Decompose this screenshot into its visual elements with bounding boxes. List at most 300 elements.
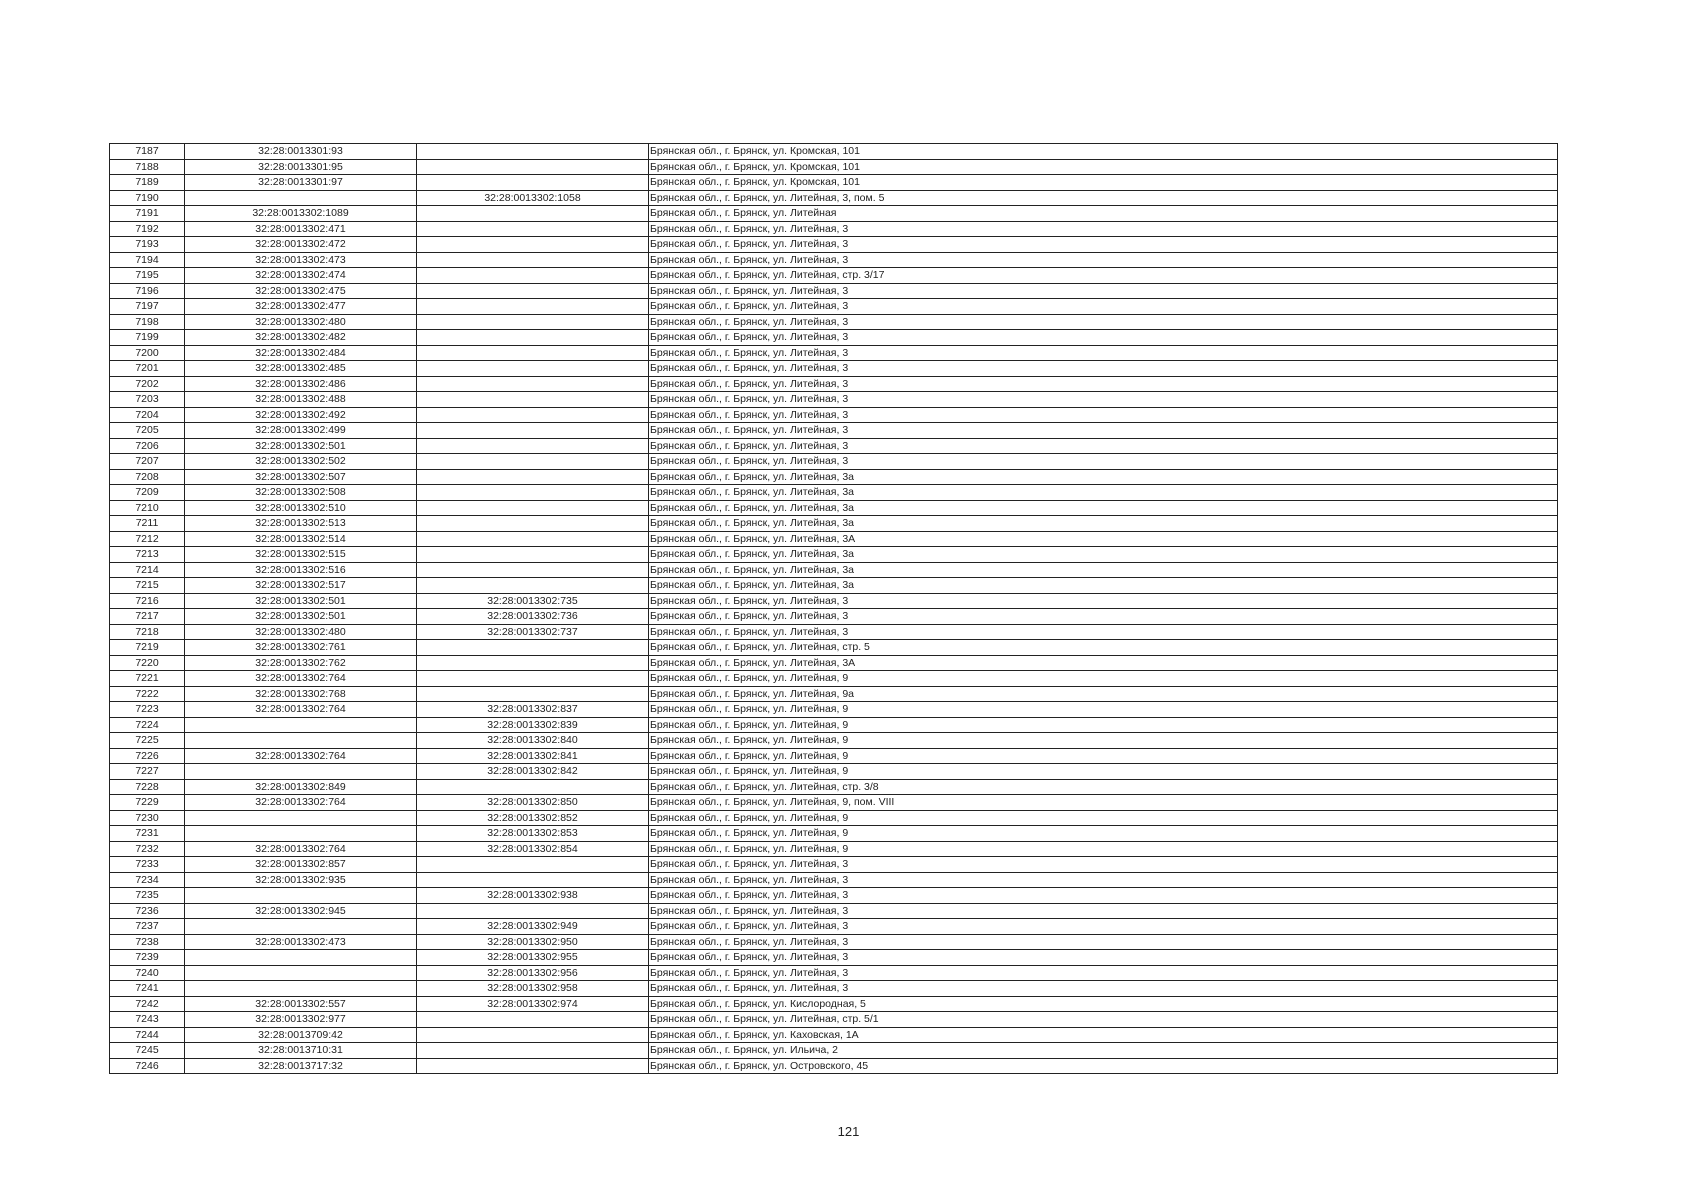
sub-cadastral-number-cell bbox=[417, 655, 649, 671]
table-row bbox=[110, 1012, 1558, 1028]
sub-cadastral-number-cell bbox=[417, 423, 649, 439]
address-cell: Брянская обл., г. Брянск, ул. Литейная, 3 bbox=[649, 237, 1558, 253]
table-row bbox=[110, 330, 1558, 346]
row-number-cell: 7243 bbox=[110, 1012, 185, 1028]
cadastral-number-cell: 32:28:0013302:935 bbox=[185, 872, 417, 888]
cadastral-number-cell: 32:28:0013302:473 bbox=[185, 934, 417, 950]
sub-cadastral-number-cell bbox=[417, 1058, 649, 1074]
address-cell: Брянская обл., г. Брянск, ул. Литейная, 3 bbox=[649, 857, 1558, 873]
row-number-cell: 7228 bbox=[110, 779, 185, 795]
address-cell: Брянская обл., г. Брянск, ул. Литейная, 9 bbox=[649, 764, 1558, 780]
row-number-cell: 7202 bbox=[110, 376, 185, 392]
address-cell: Брянская обл., г. Брянск, ул. Ильича, 2 bbox=[649, 1043, 1558, 1059]
table-row bbox=[110, 640, 1558, 656]
cadastral-number-cell: 32:28:0013302:507 bbox=[185, 469, 417, 485]
sub-cadastral-number-cell bbox=[417, 407, 649, 423]
table-row bbox=[110, 237, 1558, 253]
cadastral-number-cell: 32:28:0013302:557 bbox=[185, 996, 417, 1012]
row-number-cell: 7204 bbox=[110, 407, 185, 423]
table-row bbox=[110, 810, 1558, 826]
sub-cadastral-number-cell: 32:28:0013302:1058 bbox=[417, 190, 649, 206]
row-number-cell: 7194 bbox=[110, 252, 185, 268]
cadastral-number-cell: 32:28:0013302:501 bbox=[185, 438, 417, 454]
sub-cadastral-number-cell bbox=[417, 640, 649, 656]
table-row bbox=[110, 252, 1558, 268]
row-number-cell: 7208 bbox=[110, 469, 185, 485]
sub-cadastral-number-cell: 32:28:0013302:956 bbox=[417, 965, 649, 981]
row-number-cell: 7190 bbox=[110, 190, 185, 206]
sub-cadastral-number-cell bbox=[417, 779, 649, 795]
table-row bbox=[110, 485, 1558, 501]
address-cell: Брянская обл., г. Брянск, ул. Литейная, стр. 3/17 bbox=[649, 268, 1558, 284]
cadastral-number-cell: 32:28:0013302:480 bbox=[185, 314, 417, 330]
row-number-cell: 7214 bbox=[110, 562, 185, 578]
sub-cadastral-number-cell bbox=[417, 283, 649, 299]
row-number-cell: 7239 bbox=[110, 950, 185, 966]
row-number-cell: 7232 bbox=[110, 841, 185, 857]
sub-cadastral-number-cell bbox=[417, 175, 649, 191]
cadastral-number-cell bbox=[185, 965, 417, 981]
table-row bbox=[110, 779, 1558, 795]
address-cell: Брянская обл., г. Брянск, ул. Кромская, 101 bbox=[649, 175, 1558, 191]
address-cell: Брянская обл., г. Брянск, ул. Литейная, 3 bbox=[649, 221, 1558, 237]
address-cell: Брянская обл., г. Брянск, ул. Литейная, стр. 3/8 bbox=[649, 779, 1558, 795]
row-number-cell: 7229 bbox=[110, 795, 185, 811]
row-number-cell: 7233 bbox=[110, 857, 185, 873]
sub-cadastral-number-cell bbox=[417, 237, 649, 253]
row-number-cell: 7220 bbox=[110, 655, 185, 671]
address-cell: Брянская обл., г. Брянск, ул. Литейная, 3А bbox=[649, 655, 1558, 671]
row-number-cell: 7210 bbox=[110, 500, 185, 516]
row-number-cell: 7205 bbox=[110, 423, 185, 439]
address-cell: Брянская обл., г. Брянск, ул. Литейная, 9а bbox=[649, 686, 1558, 702]
table-row bbox=[110, 376, 1558, 392]
row-number-cell: 7198 bbox=[110, 314, 185, 330]
table-row bbox=[110, 888, 1558, 904]
sub-cadastral-number-cell bbox=[417, 345, 649, 361]
row-number-cell: 7246 bbox=[110, 1058, 185, 1074]
table-row bbox=[110, 686, 1558, 702]
row-number-cell: 7237 bbox=[110, 919, 185, 935]
row-number-cell: 7213 bbox=[110, 547, 185, 563]
address-cell: Брянская обл., г. Брянск, ул. Кромская, 101 bbox=[649, 144, 1558, 160]
table-row bbox=[110, 841, 1558, 857]
address-cell: Брянская обл., г. Брянск, ул. Литейная, 3 bbox=[649, 252, 1558, 268]
row-number-cell: 7191 bbox=[110, 206, 185, 222]
row-number-cell: 7234 bbox=[110, 872, 185, 888]
address-cell: Брянская обл., г. Брянск, ул. Литейная, 3 bbox=[649, 965, 1558, 981]
sub-cadastral-number-cell: 32:28:0013302:840 bbox=[417, 733, 649, 749]
row-number-cell: 7242 bbox=[110, 996, 185, 1012]
table-row bbox=[110, 950, 1558, 966]
address-cell: Брянская обл., г. Брянск, ул. Литейная, 3 bbox=[649, 609, 1558, 625]
cadastral-number-cell bbox=[185, 717, 417, 733]
table-row bbox=[110, 717, 1558, 733]
address-cell: Брянская обл., г. Брянск, ул. Литейная, 3 bbox=[649, 593, 1558, 609]
sub-cadastral-number-cell bbox=[417, 578, 649, 594]
row-number-cell: 7221 bbox=[110, 671, 185, 687]
table-row bbox=[110, 1027, 1558, 1043]
address-cell: Брянская обл., г. Брянск, ул. Литейная, 3 bbox=[649, 981, 1558, 997]
sub-cadastral-number-cell bbox=[417, 562, 649, 578]
address-cell: Брянская обл., г. Брянск, ул. Литейная, стр. 5/1 bbox=[649, 1012, 1558, 1028]
cadastral-number-cell: 32:28:0013302:849 bbox=[185, 779, 417, 795]
sub-cadastral-number-cell: 32:28:0013302:854 bbox=[417, 841, 649, 857]
table-row bbox=[110, 190, 1558, 206]
cadastral-number-cell: 32:28:0013302:513 bbox=[185, 516, 417, 532]
cadastral-number-cell: 32:28:0013302:475 bbox=[185, 283, 417, 299]
sub-cadastral-number-cell bbox=[417, 547, 649, 563]
address-cell: Брянская обл., г. Брянск, ул. Литейная, 9 bbox=[649, 810, 1558, 826]
cadastral-number-cell bbox=[185, 981, 417, 997]
table-row bbox=[110, 919, 1558, 935]
sub-cadastral-number-cell bbox=[417, 376, 649, 392]
table-row bbox=[110, 733, 1558, 749]
sub-cadastral-number-cell: 32:28:0013302:841 bbox=[417, 748, 649, 764]
cadastral-number-cell: 32:28:0013302:488 bbox=[185, 392, 417, 408]
row-number-cell: 7203 bbox=[110, 392, 185, 408]
cadastral-number-cell: 32:28:0013717:32 bbox=[185, 1058, 417, 1074]
row-number-cell: 7206 bbox=[110, 438, 185, 454]
row-number-cell: 7223 bbox=[110, 702, 185, 718]
sub-cadastral-number-cell bbox=[417, 454, 649, 470]
address-cell: Брянская обл., г. Брянск, ул. Литейная, 3 bbox=[649, 919, 1558, 935]
table-row bbox=[110, 748, 1558, 764]
sub-cadastral-number-cell bbox=[417, 159, 649, 175]
sub-cadastral-number-cell bbox=[417, 671, 649, 687]
table-row bbox=[110, 159, 1558, 175]
table-row bbox=[110, 144, 1558, 160]
address-cell: Брянская обл., г. Брянск, ул. Литейная, 3 bbox=[649, 392, 1558, 408]
cadastral-number-cell: 32:28:0013302:857 bbox=[185, 857, 417, 873]
sub-cadastral-number-cell: 32:28:0013302:958 bbox=[417, 981, 649, 997]
address-cell: Брянская обл., г. Брянск, ул. Кислородная, 5 bbox=[649, 996, 1558, 1012]
table-row bbox=[110, 175, 1558, 191]
table-row bbox=[110, 903, 1558, 919]
cadastral-number-cell: 32:28:0013302:499 bbox=[185, 423, 417, 439]
cadastral-number-cell: 32:28:0013302:764 bbox=[185, 748, 417, 764]
cadastral-number-cell: 32:28:0013709:42 bbox=[185, 1027, 417, 1043]
address-cell: Брянская обл., г. Брянск, ул. Островского, 45 bbox=[649, 1058, 1558, 1074]
cadastral-number-cell: 32:28:0013302:508 bbox=[185, 485, 417, 501]
sub-cadastral-number-cell bbox=[417, 268, 649, 284]
sub-cadastral-number-cell bbox=[417, 1027, 649, 1043]
table-row bbox=[110, 392, 1558, 408]
address-cell: Брянская обл., г. Брянск, ул. Литейная, 9, пом. VIII bbox=[649, 795, 1558, 811]
sub-cadastral-number-cell: 32:28:0013302:737 bbox=[417, 624, 649, 640]
table-row bbox=[110, 934, 1558, 950]
address-cell: Брянская обл., г. Брянск, ул. Литейная, 3 bbox=[649, 283, 1558, 299]
address-cell: Брянская обл., г. Брянск, ул. Литейная, 9 bbox=[649, 671, 1558, 687]
address-cell: Брянская обл., г. Брянск, ул. Литейная, 3 bbox=[649, 407, 1558, 423]
address-cell: Брянская обл., г. Брянск, ул. Литейная, 3 bbox=[649, 361, 1558, 377]
sub-cadastral-number-cell: 32:28:0013302:853 bbox=[417, 826, 649, 842]
cadastral-number-cell: 32:28:0013302:510 bbox=[185, 500, 417, 516]
table-row bbox=[110, 361, 1558, 377]
row-number-cell: 7224 bbox=[110, 717, 185, 733]
row-number-cell: 7241 bbox=[110, 981, 185, 997]
address-cell: Брянская обл., г. Брянск, ул. Литейная, 3 bbox=[649, 934, 1558, 950]
row-number-cell: 7212 bbox=[110, 531, 185, 547]
table-row bbox=[110, 996, 1558, 1012]
address-cell: Брянская обл., г. Брянск, ул. Литейная, 3 bbox=[649, 423, 1558, 439]
table-row bbox=[110, 516, 1558, 532]
address-cell: Брянская обл., г. Брянск, ул. Литейная, 9 bbox=[649, 702, 1558, 718]
cadastral-number-cell: 32:28:0013302:764 bbox=[185, 795, 417, 811]
table-row bbox=[110, 531, 1558, 547]
sub-cadastral-number-cell bbox=[417, 872, 649, 888]
page-number: 121 bbox=[837, 1124, 860, 1139]
row-number-cell: 7188 bbox=[110, 159, 185, 175]
sub-cadastral-number-cell bbox=[417, 438, 649, 454]
cadastral-number-cell bbox=[185, 888, 417, 904]
address-cell: Брянская обл., г. Брянск, ул. Литейная, стр. 5 bbox=[649, 640, 1558, 656]
row-number-cell: 7189 bbox=[110, 175, 185, 191]
address-cell: Брянская обл., г. Брянск, ул. Каховская, 1А bbox=[649, 1027, 1558, 1043]
sub-cadastral-number-cell: 32:28:0013302:735 bbox=[417, 593, 649, 609]
table-row bbox=[110, 469, 1558, 485]
cadastral-number-cell: 32:28:0013302:474 bbox=[185, 268, 417, 284]
cadastral-number-cell: 32:28:0013302:471 bbox=[185, 221, 417, 237]
address-cell: Брянская обл., г. Брянск, ул. Литейная, 9 bbox=[649, 841, 1558, 857]
cadastral-number-cell bbox=[185, 733, 417, 749]
address-cell: Брянская обл., г. Брянск, ул. Кромская, 101 bbox=[649, 159, 1558, 175]
address-cell: Брянская обл., г. Брянск, ул. Литейная, 3 bbox=[649, 299, 1558, 315]
cadastral-number-cell: 32:28:0013302:1089 bbox=[185, 206, 417, 222]
sub-cadastral-number-cell bbox=[417, 330, 649, 346]
sub-cadastral-number-cell bbox=[417, 314, 649, 330]
sub-cadastral-number-cell bbox=[417, 361, 649, 377]
cadastral-number-cell: 32:28:0013302:502 bbox=[185, 454, 417, 470]
table-row bbox=[110, 221, 1558, 237]
address-cell: Брянская обл., г. Брянск, ул. Литейная, 3 bbox=[649, 330, 1558, 346]
cadastral-number-cell bbox=[185, 826, 417, 842]
row-number-cell: 7235 bbox=[110, 888, 185, 904]
cadastral-number-cell: 32:28:0013302:472 bbox=[185, 237, 417, 253]
address-cell: Брянская обл., г. Брянск, ул. Литейная, 3 bbox=[649, 888, 1558, 904]
cadastral-number-cell: 32:28:0013302:484 bbox=[185, 345, 417, 361]
cadastral-number-cell bbox=[185, 810, 417, 826]
sub-cadastral-number-cell bbox=[417, 469, 649, 485]
address-cell: Брянская обл., г. Брянск, ул. Литейная, 3а bbox=[649, 516, 1558, 532]
cadastral-number-cell: 32:28:0013302:977 bbox=[185, 1012, 417, 1028]
sub-cadastral-number-cell: 32:28:0013302:839 bbox=[417, 717, 649, 733]
address-cell: Брянская обл., г. Брянск, ул. Литейная, 3а bbox=[649, 500, 1558, 516]
table-row bbox=[110, 206, 1558, 222]
table-row bbox=[110, 764, 1558, 780]
sub-cadastral-number-cell bbox=[417, 516, 649, 532]
sub-cadastral-number-cell bbox=[417, 299, 649, 315]
cadastral-number-cell: 32:28:0013302:764 bbox=[185, 671, 417, 687]
cadastral-number-cell: 32:28:0013302:516 bbox=[185, 562, 417, 578]
cadastral-number-cell: 32:28:0013302:486 bbox=[185, 376, 417, 392]
sub-cadastral-number-cell: 32:28:0013302:736 bbox=[417, 609, 649, 625]
cadastral-number-cell: 32:28:0013302:945 bbox=[185, 903, 417, 919]
table-row bbox=[110, 1058, 1558, 1074]
row-number-cell: 7225 bbox=[110, 733, 185, 749]
cadastral-number-cell: 32:28:0013301:97 bbox=[185, 175, 417, 191]
table-row bbox=[110, 299, 1558, 315]
sub-cadastral-number-cell bbox=[417, 144, 649, 160]
cadastral-number-cell: 32:28:0013302:761 bbox=[185, 640, 417, 656]
row-number-cell: 7207 bbox=[110, 454, 185, 470]
sub-cadastral-number-cell: 32:28:0013302:852 bbox=[417, 810, 649, 826]
row-number-cell: 7197 bbox=[110, 299, 185, 315]
table-row bbox=[110, 624, 1558, 640]
row-number-cell: 7236 bbox=[110, 903, 185, 919]
cadastral-number-cell: 32:28:0013302:768 bbox=[185, 686, 417, 702]
address-cell: Брянская обл., г. Брянск, ул. Литейная, 3а bbox=[649, 562, 1558, 578]
row-number-cell: 7244 bbox=[110, 1027, 185, 1043]
sub-cadastral-number-cell bbox=[417, 500, 649, 516]
cadastral-number-cell bbox=[185, 764, 417, 780]
address-cell: Брянская обл., г. Брянск, ул. Литейная bbox=[649, 206, 1558, 222]
table-row bbox=[110, 314, 1558, 330]
address-cell: Брянская обл., г. Брянск, ул. Литейная, 3а bbox=[649, 547, 1558, 563]
table-row bbox=[110, 438, 1558, 454]
cadastral-number-cell bbox=[185, 919, 417, 935]
row-number-cell: 7217 bbox=[110, 609, 185, 625]
sub-cadastral-number-cell bbox=[417, 903, 649, 919]
address-cell: Брянская обл., г. Брянск, ул. Литейная, 3 bbox=[649, 438, 1558, 454]
sub-cadastral-number-cell bbox=[417, 1012, 649, 1028]
address-cell: Брянская обл., г. Брянск, ул. Литейная, 9 bbox=[649, 826, 1558, 842]
sub-cadastral-number-cell: 32:28:0013302:955 bbox=[417, 950, 649, 966]
row-number-cell: 7209 bbox=[110, 485, 185, 501]
cadastral-number-cell: 32:28:0013710:31 bbox=[185, 1043, 417, 1059]
table-row bbox=[110, 655, 1558, 671]
address-cell: Брянская обл., г. Брянск, ул. Литейная, 3 bbox=[649, 872, 1558, 888]
table-row bbox=[110, 671, 1558, 687]
cadastral-number-cell bbox=[185, 190, 417, 206]
address-cell: Брянская обл., г. Брянск, ул. Литейная, 9 bbox=[649, 748, 1558, 764]
sub-cadastral-number-cell bbox=[417, 857, 649, 873]
table-row bbox=[110, 826, 1558, 842]
sub-cadastral-number-cell: 32:28:0013302:842 bbox=[417, 764, 649, 780]
row-number-cell: 7201 bbox=[110, 361, 185, 377]
address-cell: Брянская обл., г. Брянск, ул. Литейная, 9 bbox=[649, 733, 1558, 749]
table-row bbox=[110, 593, 1558, 609]
address-cell: Брянская обл., г. Брянск, ул. Литейная, 3, пом. 5 bbox=[649, 190, 1558, 206]
sub-cadastral-number-cell: 32:28:0013302:938 bbox=[417, 888, 649, 904]
address-cell: Брянская обл., г. Брянск, ул. Литейная, 9 bbox=[649, 717, 1558, 733]
sub-cadastral-number-cell bbox=[417, 1043, 649, 1059]
cadastral-number-cell: 32:28:0013302:477 bbox=[185, 299, 417, 315]
table-row bbox=[110, 965, 1558, 981]
row-number-cell: 7240 bbox=[110, 965, 185, 981]
cadastral-number-cell: 32:28:0013302:492 bbox=[185, 407, 417, 423]
registry-body bbox=[110, 144, 1558, 1074]
cadastral-number-cell bbox=[185, 950, 417, 966]
cadastral-number-cell: 32:28:0013302:482 bbox=[185, 330, 417, 346]
sub-cadastral-number-cell: 32:28:0013302:850 bbox=[417, 795, 649, 811]
cadastral-number-cell: 32:28:0013302:501 bbox=[185, 609, 417, 625]
table-row bbox=[110, 500, 1558, 516]
table-row bbox=[110, 283, 1558, 299]
table-row bbox=[110, 857, 1558, 873]
cadastral-number-cell: 32:28:0013301:95 bbox=[185, 159, 417, 175]
table-row bbox=[110, 578, 1558, 594]
sub-cadastral-number-cell bbox=[417, 252, 649, 268]
address-cell: Брянская обл., г. Брянск, ул. Литейная, 3а bbox=[649, 485, 1558, 501]
address-cell: Брянская обл., г. Брянск, ул. Литейная, 3 bbox=[649, 903, 1558, 919]
sub-cadastral-number-cell bbox=[417, 392, 649, 408]
row-number-cell: 7195 bbox=[110, 268, 185, 284]
cadastral-number-cell: 32:28:0013302:485 bbox=[185, 361, 417, 377]
cadastral-number-cell: 32:28:0013302:764 bbox=[185, 702, 417, 718]
table-row bbox=[110, 609, 1558, 625]
address-cell: Брянская обл., г. Брянск, ул. Литейная, 3 bbox=[649, 454, 1558, 470]
row-number-cell: 7216 bbox=[110, 593, 185, 609]
table-row bbox=[110, 345, 1558, 361]
cadastral-number-cell: 32:28:0013302:501 bbox=[185, 593, 417, 609]
sub-cadastral-number-cell bbox=[417, 531, 649, 547]
cadastral-number-cell: 32:28:0013302:515 bbox=[185, 547, 417, 563]
address-cell: Брянская обл., г. Брянск, ул. Литейная, 3 bbox=[649, 376, 1558, 392]
sub-cadastral-number-cell: 32:28:0013302:837 bbox=[417, 702, 649, 718]
row-number-cell: 7218 bbox=[110, 624, 185, 640]
table-row bbox=[110, 981, 1558, 997]
address-cell: Брянская обл., г. Брянск, ул. Литейная, 3 bbox=[649, 950, 1558, 966]
cadastral-number-cell: 32:28:0013302:764 bbox=[185, 841, 417, 857]
address-cell: Брянская обл., г. Брянск, ул. Литейная, 3а bbox=[649, 469, 1558, 485]
row-number-cell: 7222 bbox=[110, 686, 185, 702]
row-number-cell: 7215 bbox=[110, 578, 185, 594]
row-number-cell: 7187 bbox=[110, 144, 185, 160]
table-row bbox=[110, 423, 1558, 439]
table-row bbox=[110, 1043, 1558, 1059]
address-cell: Брянская обл., г. Брянск, ул. Литейная, 3 bbox=[649, 624, 1558, 640]
table-row bbox=[110, 795, 1558, 811]
cadastral-number-cell: 32:28:0013302:473 bbox=[185, 252, 417, 268]
sub-cadastral-number-cell bbox=[417, 206, 649, 222]
sub-cadastral-number-cell bbox=[417, 221, 649, 237]
row-number-cell: 7238 bbox=[110, 934, 185, 950]
row-number-cell: 7211 bbox=[110, 516, 185, 532]
cadastral-number-cell: 32:28:0013301:93 bbox=[185, 144, 417, 160]
address-cell: Брянская обл., г. Брянск, ул. Литейная, 3 bbox=[649, 345, 1558, 361]
row-number-cell: 7227 bbox=[110, 764, 185, 780]
table-row bbox=[110, 872, 1558, 888]
address-cell: Брянская обл., г. Брянск, ул. Литейная, 3А bbox=[649, 531, 1558, 547]
address-cell: Брянская обл., г. Брянск, ул. Литейная, 3 bbox=[649, 314, 1558, 330]
sub-cadastral-number-cell: 32:28:0013302:950 bbox=[417, 934, 649, 950]
table-row bbox=[110, 547, 1558, 563]
property-registry-table bbox=[109, 143, 1558, 1074]
row-number-cell: 7231 bbox=[110, 826, 185, 842]
row-number-cell: 7199 bbox=[110, 330, 185, 346]
row-number-cell: 7219 bbox=[110, 640, 185, 656]
cadastral-number-cell: 32:28:0013302:480 bbox=[185, 624, 417, 640]
row-number-cell: 7226 bbox=[110, 748, 185, 764]
table-row bbox=[110, 454, 1558, 470]
sub-cadastral-number-cell bbox=[417, 485, 649, 501]
sub-cadastral-number-cell: 32:28:0013302:949 bbox=[417, 919, 649, 935]
table-row bbox=[110, 268, 1558, 284]
row-number-cell: 7192 bbox=[110, 221, 185, 237]
address-cell: Брянская обл., г. Брянск, ул. Литейная, 3а bbox=[649, 578, 1558, 594]
cadastral-number-cell: 32:28:0013302:762 bbox=[185, 655, 417, 671]
cadastral-number-cell: 32:28:0013302:517 bbox=[185, 578, 417, 594]
table-row bbox=[110, 702, 1558, 718]
table-row bbox=[110, 407, 1558, 423]
row-number-cell: 7230 bbox=[110, 810, 185, 826]
row-number-cell: 7245 bbox=[110, 1043, 185, 1059]
row-number-cell: 7196 bbox=[110, 283, 185, 299]
table-row bbox=[110, 562, 1558, 578]
row-number-cell: 7193 bbox=[110, 237, 185, 253]
cadastral-number-cell: 32:28:0013302:514 bbox=[185, 531, 417, 547]
